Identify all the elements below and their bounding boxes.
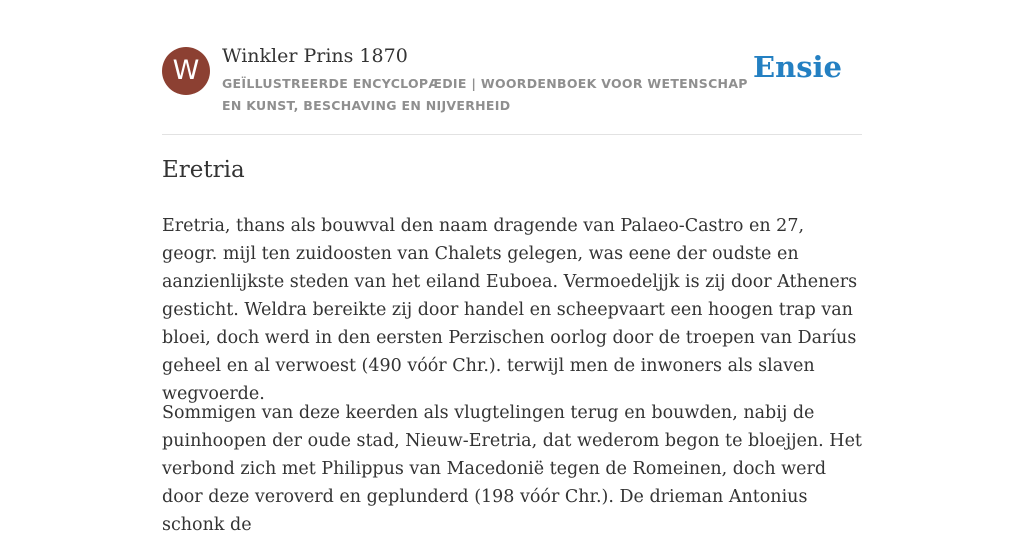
source-subtitle: GEÏLLUSTREERDE ENCYCLOPÆDIE | WOORDENBOEK VOOR WETENSCHAP EN KUNST, BESCHAVING EN NIJVERHEID	[222, 76, 748, 113]
page-container	[162, 0, 862, 535]
article-title: Eretria	[162, 157, 245, 183]
article-paragraph: Sommigen van deze keerden als vlugtelingen terug en bouwden, nabij de puinhoopen der oude stad, Nieuw-Eretria, dat wederom begon te bloejjen. Het verbond zich met Philippus van Macedonië tegen de Romeinen, doch werd door deze veroverd en geplunderd (198 vóór Chr.). De drieman Antonius schonk de	[162, 403, 862, 535]
brand-logo[interactable]: Ensie	[753, 50, 842, 84]
article-paragraph: Eretria, thans als bouwval den naam dragende van Palaeo-Castro en 27, geogr. mijl ten zuidoosten van Chalets gelegen, was eene der oudste en aanzienlijkste steden van het eiland Euboea. Vermoedeljjk is zij door Atheners gesticht. Weldra bereikte zij door handel en scheepvaart een hoogen trap van bloei, doch werd in den eersten Perzischen oorlog door de troepen van Daríus geheel en al verwoest (490 vóór Chr.). terwijl men de inwoners als slaven wegvoerde.	[162, 216, 858, 404]
source-title[interactable]: Winkler Prins 1870	[222, 45, 408, 67]
source-header	[162, 0, 862, 135]
avatar[interactable]: W	[162, 47, 210, 95]
